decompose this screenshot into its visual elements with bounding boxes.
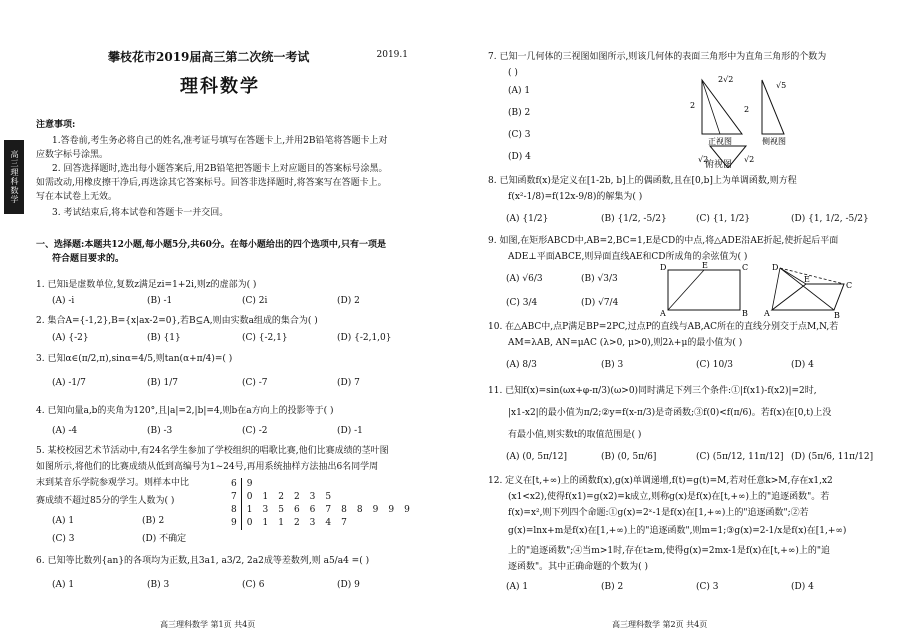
exam-date: 2019.1	[376, 50, 408, 60]
leaf-value: 1	[278, 517, 284, 528]
option-c: (C) 3/4	[506, 298, 538, 308]
question-6-stem: 6. 已知等比数列{an}的各项均为正数,且3a1, a3/2, 2a2成等差数列,则 a5/a4 =( )	[36, 556, 370, 566]
question-5-stem-line: 如图所示,将他们的比赛成绩从低到高编号为1~24号,再用系统抽样方法抽出6名同学周	[36, 462, 379, 472]
question-12-options	[506, 582, 886, 593]
question-11-stem-line: |x1-x2|的最小值为π/2;②y=f(x-π/3)是奇函数;③f(0)<f(π/6)。若f(x)在[0,t)上没	[508, 408, 832, 418]
stem-value: 6	[226, 478, 241, 491]
subject-title: 理科数学	[180, 76, 260, 97]
front-label-c: 2	[744, 105, 750, 114]
option-d: (D) 2	[337, 296, 360, 306]
front-label-b: 2	[690, 101, 696, 110]
option-a: (A) -i	[52, 296, 75, 306]
option-d: (D) -1	[337, 426, 363, 436]
leaf-value: 9	[404, 504, 410, 515]
option-c: (C) {1, 1/2}	[696, 214, 751, 224]
option-a: (A) 8/3	[506, 360, 537, 370]
leaf-value: 5	[278, 504, 284, 515]
leaf-value: 8	[341, 504, 347, 515]
label-c-folded: C	[846, 281, 853, 290]
option-a: (A) 1	[506, 582, 529, 592]
leaf-value: 3	[262, 504, 269, 515]
question-1-stem: 1. 已知i是虚数单位,复数z满足zi=1+2i,则z的虚部为( )	[36, 280, 257, 290]
leaf-value: 9	[372, 504, 379, 515]
option-c: (C) -2	[242, 426, 268, 436]
leaf-value: 8	[356, 504, 363, 515]
question-7-stem-line: ( )	[508, 68, 518, 78]
option-b: (B) {1/2, -5/2}	[601, 214, 667, 224]
stem-leaf-row	[226, 491, 415, 504]
note-line: 2. 回答选择题时,选出每小题答案后,用2B铅笔把答题卡上对应题目的答案标号涂黑。	[52, 164, 388, 174]
question-3-stem: 3. 已知α∈(π/2,π),sinα=4/5,则tan(α+π/4)=( )	[36, 354, 233, 364]
question-1-options	[52, 296, 432, 307]
leaf-value: 9	[246, 478, 253, 489]
label-b-folded: B	[834, 311, 840, 318]
option-c: (C) -7	[242, 378, 268, 388]
option-a: (A) 1	[52, 580, 75, 590]
question-9-options-row2	[506, 298, 656, 309]
front-label-a: 2√2	[718, 75, 734, 84]
rectangle-abcd	[668, 270, 740, 310]
question-10-stem-line: 10. 在△ABC中,点P满足BP=2PC,过点P的直线与AB,AC所在的直线分别交于点M,N,若	[488, 322, 839, 332]
leaf-value: 7	[325, 504, 332, 515]
leaf-value: 4	[325, 517, 332, 528]
leaf-value: 3	[309, 517, 316, 528]
top-view-caption: 俯视图	[705, 160, 733, 170]
option-b: (B) 1/7	[147, 378, 178, 388]
option-b: (B) (0, 5π/6]	[601, 452, 657, 462]
option-d: (D) 4	[508, 152, 531, 162]
section-heading: 符合题目要求的。	[52, 254, 125, 264]
stem-leaf-row	[226, 517, 415, 530]
question-11-options	[506, 452, 886, 463]
label-a-folded: A	[764, 309, 770, 318]
segment-ae	[668, 270, 704, 310]
exam-header	[108, 50, 408, 65]
option-d: (D) (5π/6, 11π/12]	[791, 452, 874, 462]
label-e: E	[702, 262, 708, 270]
option-c: (C) 10/3	[696, 360, 733, 370]
option-b: (B) 3	[147, 580, 170, 590]
option-a: (A) √6/3	[506, 274, 543, 284]
question-3-options	[52, 378, 432, 389]
label-b: B	[742, 309, 748, 318]
leaf-value: 0	[246, 517, 253, 528]
leaf-value: 1	[262, 491, 269, 502]
sidebar-label: 高三理科数学	[4, 140, 24, 214]
stem-leaf-plot	[226, 478, 415, 530]
question-6-options	[52, 580, 432, 591]
folded-edge-ad	[772, 268, 780, 310]
note-line: 如需改动,用橡皮擦干净后,再选涂其它答案标号。回答非选择题时,将答案写在答题卡上。	[36, 178, 387, 188]
question-9-options-row1	[506, 274, 656, 285]
option-a: (A) 1	[52, 516, 75, 526]
question-5-options-row2	[52, 534, 232, 545]
option-b: (B) √3/3	[581, 274, 618, 284]
option-d: (D) 4	[791, 360, 814, 370]
leaf-value: 2	[278, 491, 284, 502]
leaf-value: 5	[325, 491, 332, 502]
section-heading: 一、选择题:本题共12小题,每小题5分,共60分。在每小题给出的四个选项中,只有一项是	[36, 240, 387, 250]
option-c: (C) 6	[242, 580, 265, 590]
question-2-stem: 2. 集合A={-1,2},B={x|ax-2=0},若B⊆A,则由实数a组成的集合为( )	[36, 316, 318, 326]
question-12-stem-line: (x1<x2),使得f(x1)=g(x2)=k成立,则称g(x)是f(x)在[t,+∞)上的"追逐函数"。若	[508, 492, 830, 502]
page-footer: 高三理科数学 第1页 共4页	[160, 620, 256, 629]
option-c: (C) 3	[52, 534, 75, 544]
leaf-value: 2	[293, 491, 300, 502]
note-line: 写在本试卷上无效。	[36, 192, 118, 202]
folded-edge-dc	[780, 268, 844, 284]
option-d: (D) 4	[791, 582, 814, 592]
front-view-edge	[702, 80, 720, 134]
question-9-stem-line: ADE⊥平面ABCE,则异面直线AE和CD所成角的余弦值为( )	[508, 252, 748, 262]
rectangle-fold-figure	[660, 262, 856, 318]
label-c: C	[742, 263, 749, 272]
leaf-value: 7	[341, 517, 347, 528]
stem-leaf-row	[226, 478, 415, 491]
option-b: (B) 2	[142, 516, 165, 526]
question-12-stem-line: 12. 定义在[t,+∞)上的函数f(x),g(x)单调递增,f(t)=g(t)=M,若对任意k>M,存在x1,x2	[488, 476, 833, 486]
option-c: (C) 3	[508, 130, 531, 140]
question-12-stem-line: g(x)=lnx+m是f(x)在[1,+∞)上的"追逐函数",则m=1;③g(x)=2-1/x是f(x)在[1,+∞)	[508, 526, 847, 536]
question-12-stem-line: 逐函数"。其中正确命题的个数为( )	[508, 562, 649, 572]
question-4-options	[52, 426, 432, 437]
label-a: A	[660, 309, 666, 318]
exam-title: 攀枝花市2019届高三第二次统一考试	[108, 50, 310, 64]
option-c: (C) 3	[696, 582, 719, 592]
option-c: (C) 2i	[242, 296, 268, 306]
stem-value: 7	[226, 491, 241, 504]
option-a: (A) -4	[52, 426, 78, 436]
option-b: (B) -3	[147, 426, 173, 436]
option-c: (C) {-2,1}	[242, 333, 288, 343]
question-7-stem-line: 7. 已知一几何体的三视图如图所示,则该几何体的表面三角形中为直角三角形的个数为	[488, 52, 827, 62]
option-d: (D) {-2,1,0}	[337, 333, 392, 343]
stem-value: 8	[226, 504, 241, 517]
option-a: (A) {-2}	[52, 333, 89, 343]
question-12-stem-line: f(x)=x²,则下列四个命题:①g(x)=2ˣ-1是f(x)在[1,+∞)上的"追逐函数";②若	[508, 508, 809, 518]
front-view-caption: 正视图	[708, 137, 732, 146]
question-8-stem-line: f(x²-1/8)=f(12x-9/8)的解集为( )	[508, 192, 643, 202]
leaf-value: 2	[293, 517, 300, 528]
note-line: 3. 考试结束后,将本试卷和答题卡一并交回。	[52, 208, 229, 218]
leaf-value: 0	[246, 491, 253, 502]
label-d-folded: D	[772, 263, 779, 272]
question-11-stem-line: 11. 已知f(x)=sin(ωx+φ-π/3)(ω>0)同时满足下列三个条件:①|f(x1)-f(x2)|=2时,	[488, 386, 817, 396]
option-a: (A) (0, 5π/12]	[506, 452, 567, 462]
option-d: (D) 9	[337, 580, 360, 590]
option-d: (D) {1, 1/2, -5/2}	[791, 214, 869, 224]
leaf-value: 1	[246, 504, 253, 515]
option-a: (A) {1/2}	[506, 214, 549, 224]
question-9-stem-line: 9. 如图,在矩形ABCD中,AB=2,BC=1,E是CD的中点,将△ADE沿AE折起,使折起后平面	[488, 236, 839, 246]
question-8-options	[506, 214, 886, 225]
question-12-stem-line: 上的"追逐函数";④当m>1时,存在t≥m,使得g(x)=2mx-1是f(x)在[t,+∞)上的"追	[508, 546, 830, 556]
option-b: (B) 3	[601, 360, 624, 370]
folded-edge-de	[780, 268, 806, 284]
side-view-caption: 侧视图	[762, 137, 786, 146]
option-c: (C) (5π/12, 11π/12]	[696, 452, 784, 462]
question-10-stem-line: AM=λAB, AN=μAC (λ>0, μ>0),则2λ+μ的最小值为( )	[508, 338, 743, 348]
leaf-value: 6	[309, 504, 316, 515]
option-b: (B) 2	[508, 108, 531, 118]
front-view-triangle	[702, 80, 742, 134]
option-b: (B) -1	[147, 296, 173, 306]
page-footer: 高三理科数学 第2页 共4页	[612, 620, 708, 629]
side-label: √5	[776, 81, 787, 90]
option-a: (A) 1	[508, 86, 531, 96]
leaf-value: 6	[293, 504, 300, 515]
question-5-options-row1	[52, 516, 232, 527]
leaf-value: 9	[388, 504, 395, 515]
question-5-stem-line: 赛成绩不超过85分的学生人数为( )	[36, 496, 175, 506]
question-5-stem-line: 末到某音乐学院参观学习。则样本中比	[36, 478, 190, 488]
option-d: (D) √7/4	[581, 298, 619, 308]
label-d: D	[660, 263, 667, 272]
question-2-options	[52, 333, 432, 344]
option-d: (D) 7	[337, 378, 360, 388]
notes-title: 注意事项:	[36, 120, 76, 130]
option-d: (D) 不确定	[142, 534, 187, 544]
leaf-value: 3	[309, 491, 316, 502]
question-4-stem: 4. 已知向量a,b的夹角为120°,且|a|=2,|b|=4,则b在a方向上的投影等于( )	[36, 406, 334, 416]
question-5-stem-line: 5. 某校校园艺术节活动中,有24名学生参加了学校组织的唱歌比赛,他们比赛成绩的茎叶图	[36, 446, 389, 456]
leaf-value: 1	[262, 517, 269, 528]
stem-value: 9	[226, 517, 241, 530]
note-line: 1.答卷前,考生务必将自己的姓名,准考证号填写在答题卡上,并用2B铅笔将答题卡上对	[52, 136, 388, 146]
question-10-options	[506, 360, 886, 371]
stem-leaf-row	[226, 504, 415, 517]
folded-base	[772, 284, 844, 310]
label-e-folded: E	[804, 275, 810, 284]
option-a: (A) -1/7	[52, 378, 86, 388]
question-8-stem-line: 8. 已知函数f(x)是定义在[1-2b, b]上的偶函数,且在[0,b]上为单调函数,则方程	[488, 176, 797, 186]
question-11-stem-line: 有最小值,则实数t的取值范围是( )	[508, 430, 642, 440]
top-label-b: √2	[744, 155, 755, 164]
top-label-a: √2	[698, 155, 709, 164]
note-line: 应数字标号涂黑。	[36, 150, 109, 160]
three-view-figure	[680, 72, 800, 168]
option-b: (B) 2	[601, 582, 624, 592]
option-b: (B) {1}	[147, 333, 181, 343]
